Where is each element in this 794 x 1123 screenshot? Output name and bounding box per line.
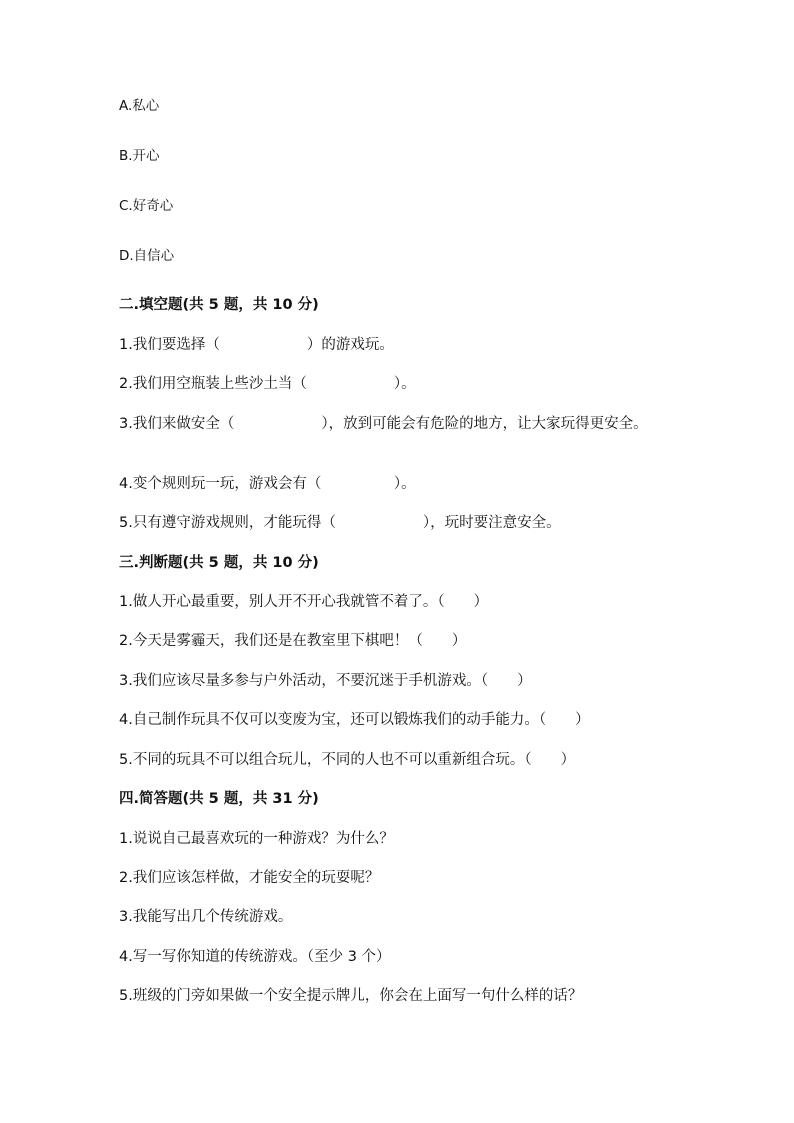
- fill-question-1: 1.我们要选择（ ）的游戏玩。: [119, 337, 394, 353]
- short-question-2: 2.我们应该怎样做，才能安全的玩耍呢？: [119, 870, 380, 886]
- option-d: D.自信心: [119, 248, 175, 264]
- judge-section-heading: 三.判断题(共 5 题，共 10 分): [119, 555, 319, 571]
- judge-question-5: 5.不同的玩具不可以组合玩儿，不同的人也不可以重新组合玩。（ ）: [119, 752, 576, 768]
- fill-question-3: 3.我们来做安全（ ），放到可能会有危险的地方，让大家玩得更安全。: [119, 416, 648, 432]
- short-section-heading: 四.简答题(共 5 题，共 31 分): [119, 791, 319, 807]
- judge-question-2: 2.今天是雾霾天，我们还是在教室里下棋吧！（ ）: [119, 633, 467, 649]
- fill-question-4: 4.变个规则玩一玩，游戏会有（ ）。: [119, 476, 416, 492]
- short-question-1: 1.说说自己最喜欢玩的一种游戏？为什么？: [119, 831, 394, 847]
- judge-question-1: 1.做人开心最重要，别人开不开心我就管不着了。（ ）: [119, 594, 489, 610]
- option-a: A.私心: [119, 98, 160, 114]
- option-b: B.开心: [119, 148, 160, 164]
- option-c: C.好奇心: [119, 198, 174, 214]
- short-question-3: 3.我能写出几个传统游戏。: [119, 909, 293, 925]
- judge-question-4: 4.自己制作玩具不仅可以变废为宝，还可以锻炼我们的动手能力。（ ）: [119, 712, 590, 728]
- short-question-4: 4.写一写你知道的传统游戏。（至少 3 个）: [119, 949, 391, 965]
- fill-question-2: 2.我们用空瓶装上些沙土当（ ）。: [119, 376, 416, 392]
- short-question-5: 5.班级的门旁如果做一个安全提示牌儿，你会在上面写一句什么样的话？: [119, 988, 583, 1004]
- fill-question-5: 5.只有遵守游戏规则，才能玩得（ ），玩时要注意安全。: [119, 515, 561, 531]
- judge-question-3: 3.我们应该尽量多参与户外活动，不要沉迷于手机游戏。（ ）: [119, 673, 532, 689]
- fill-section-heading: 二.填空题(共 5 题，共 10 分): [119, 297, 319, 313]
